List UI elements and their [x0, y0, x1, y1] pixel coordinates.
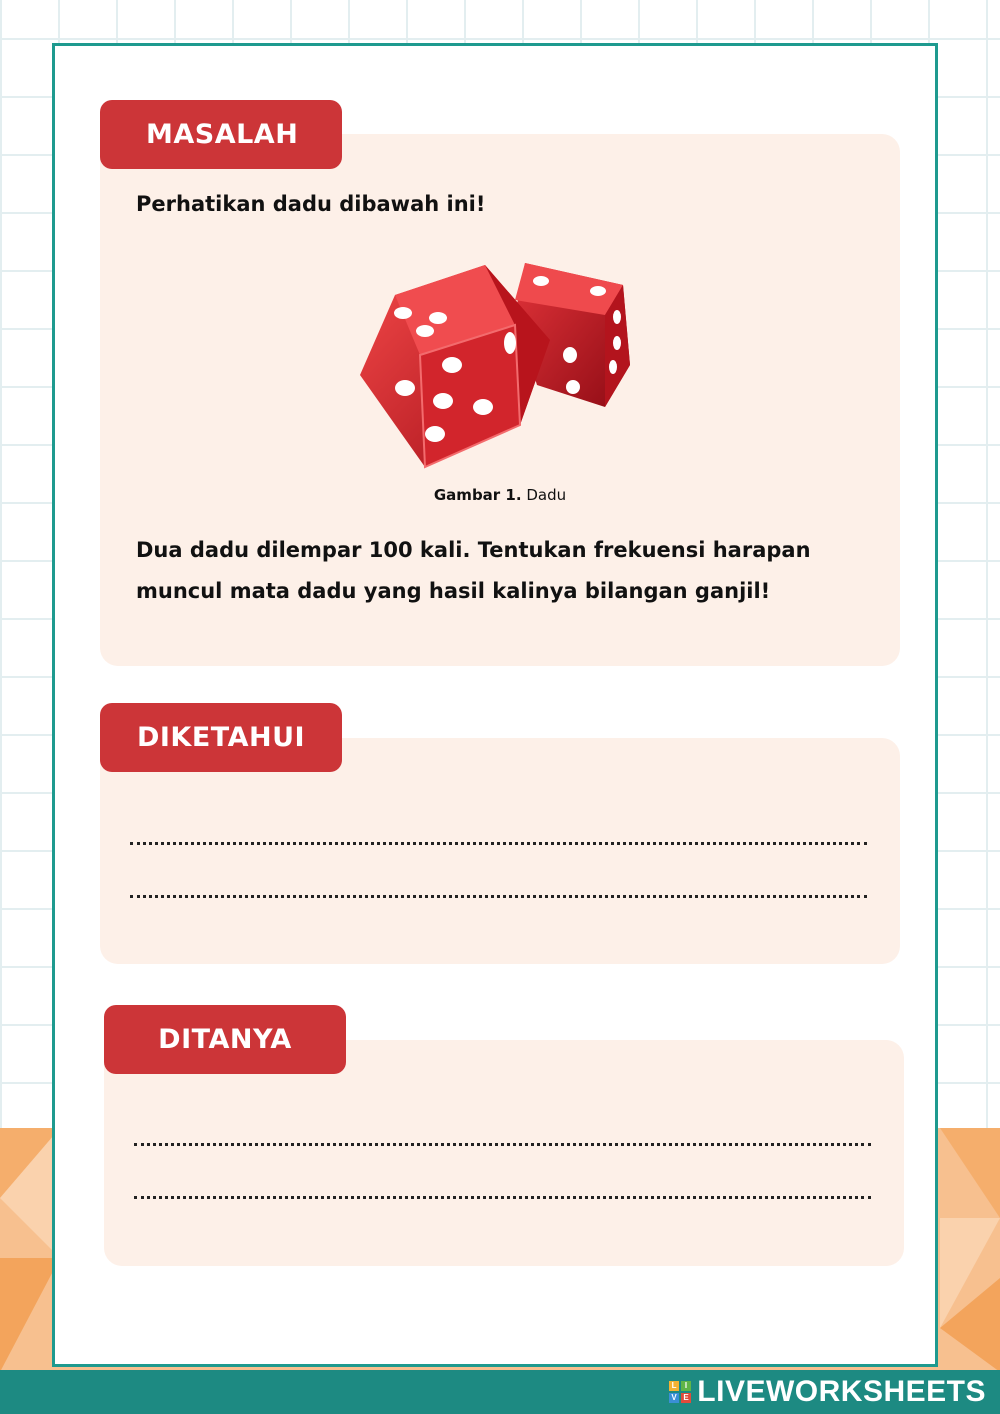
logo-letter-v: V [669, 1393, 679, 1403]
caption-text: Dadu [521, 486, 567, 504]
liveworksheets-logo-icon [669, 1381, 691, 1403]
logo-letter-l: L [669, 1381, 679, 1391]
ditanya-answer-line-2[interactable] [134, 1196, 871, 1199]
question-line-1: Dua dadu dilempar 100 kali. Tentukan frekuensi harapan [136, 538, 811, 562]
dice-image [355, 255, 640, 470]
diketahui-answer-line-2[interactable] [130, 895, 867, 898]
logo-letter-e: E [681, 1393, 691, 1403]
masalah-title: MASALAH [100, 100, 342, 169]
brand-name: LIVEWORKSHEETS [697, 1375, 986, 1408]
ditanya-answer-line-1[interactable] [134, 1143, 871, 1146]
caption-label: Gambar 1. [433, 486, 522, 504]
logo-letter-i: I [681, 1381, 691, 1391]
ditanya-title: DITANYA [104, 1005, 346, 1074]
liveworksheets-brand[interactable] [669, 1372, 986, 1412]
masalah-intro: Perhatikan dadu dibawah ini! [136, 192, 486, 216]
image-caption [0, 486, 1000, 504]
diketahui-answer-line-1[interactable] [130, 842, 867, 845]
question-line-2: muncul mata dadu yang hasil kalinya bilangan ganjil! [136, 579, 771, 603]
diketahui-title: DIKETAHUI [100, 703, 342, 772]
